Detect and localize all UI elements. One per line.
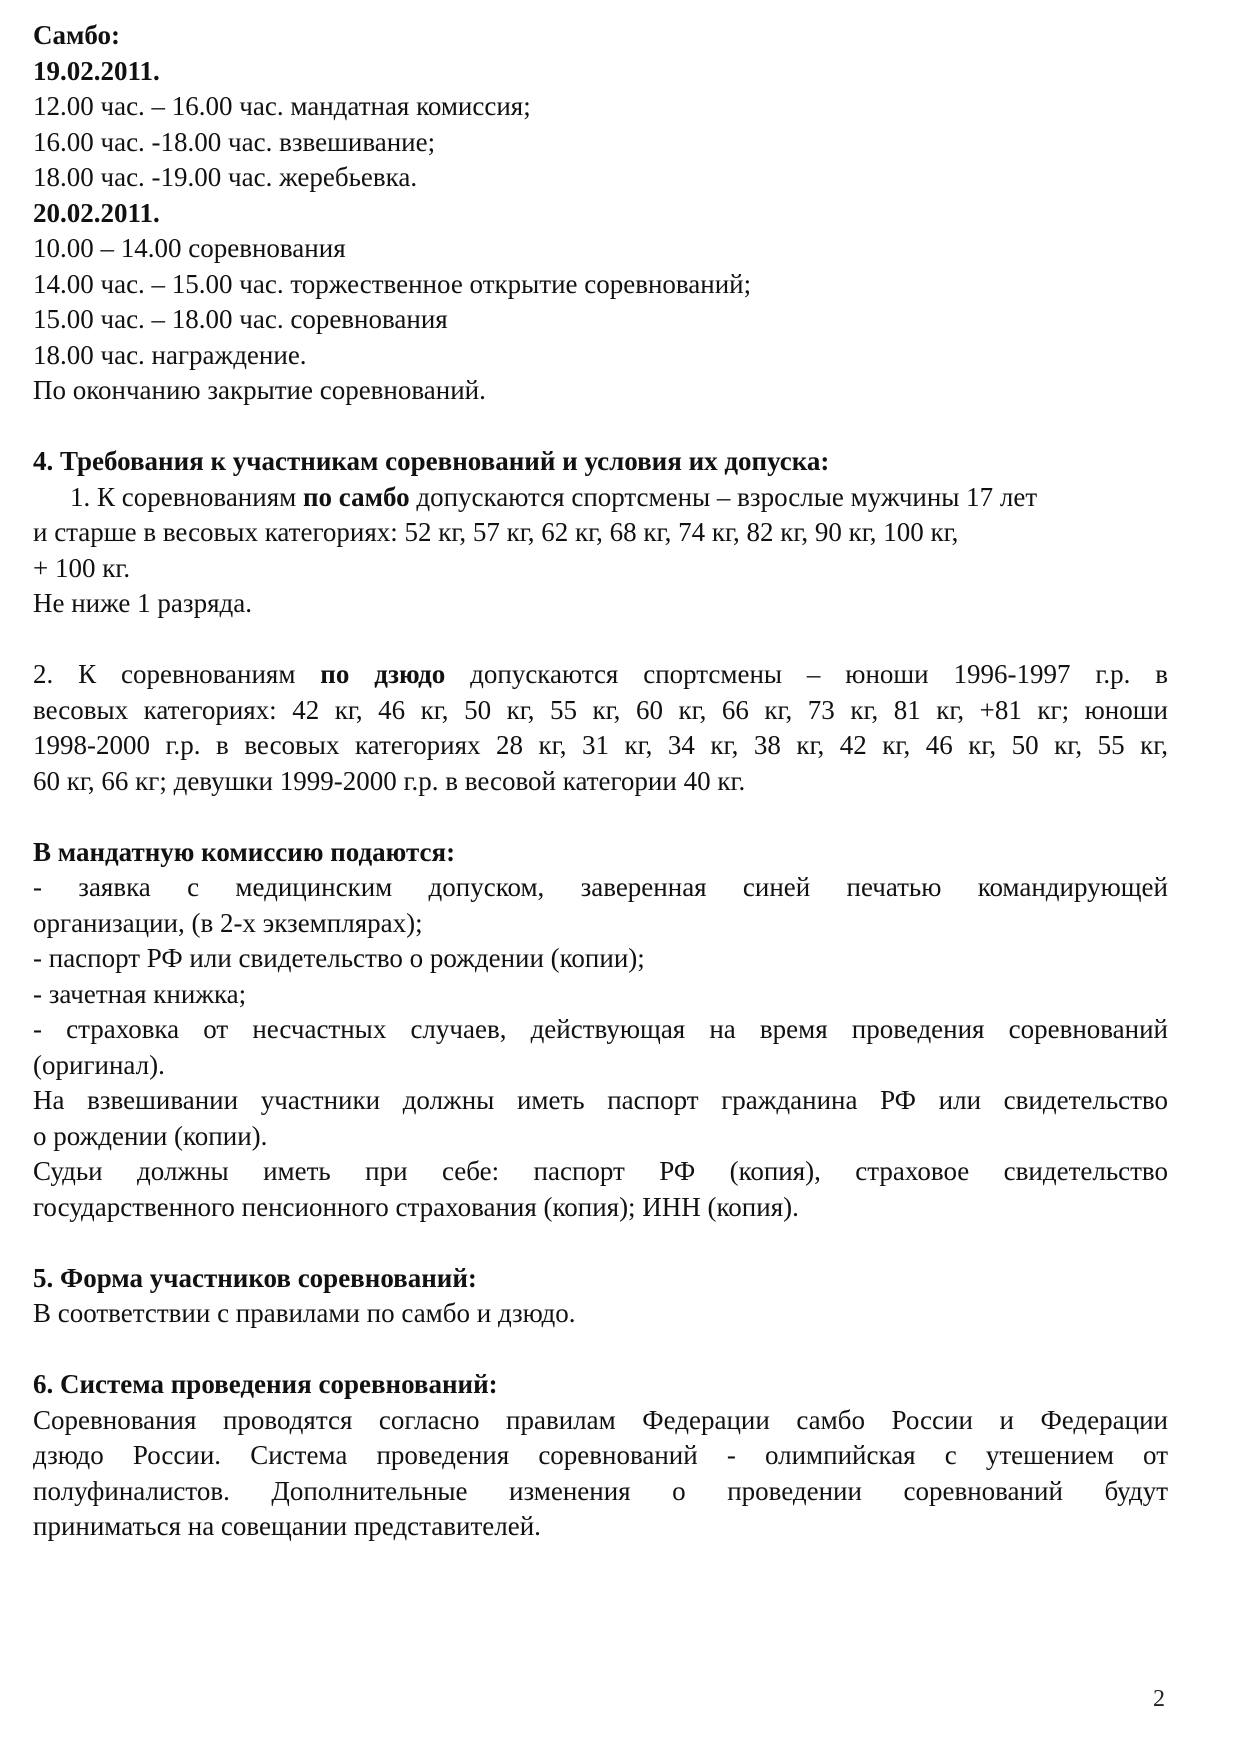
schedule-line: 18.00 час. -19.00 час. жеребьевка. [33, 162, 418, 192]
spacer [33, 799, 1168, 835]
sambo-admission-pre: 1. К соревнованиям [70, 481, 303, 512]
schedule-line: По окончанию закрытие соревнований. [33, 375, 486, 405]
sambo-bold: по самбо [302, 481, 410, 512]
sambo-weights-line-2: + 100 кг. [33, 552, 131, 583]
mandate-line: - паспорт РФ или свидетельство о рождении (копии); [33, 943, 645, 973]
section-4-heading: 4. Требования к участникам соревнований и условия их допуска: [33, 446, 830, 476]
schedule-line: 16.00 час. -18.00 час. взвешивание; [33, 126, 436, 157]
schedule-line: 18.00 час. награждение. [33, 339, 307, 370]
judo-weights-line: 1998-2000 г.р. в весовых категориях 28 кг, 31 кг, 34 кг, 38 кг, 42 кг, 46 кг, 50 кг, 55 кг, [33, 730, 1168, 760]
sambo-weights-line: и старше в весовых категориях: 52 кг, 57 кг, 62 кг, 68 кг, 74 кг, 82 кг, 90 кг, 100 кг, [33, 517, 959, 547]
sambo-heading: Самбо: [33, 20, 121, 50]
judo-weights-line: весовых категориях: 42 кг, 46 кг, 50 кг, 55 кг, 60 кг, 66 кг, 73 кг, 81 кг, +81 кг; юноши [33, 694, 1168, 725]
spacer [33, 622, 1168, 658]
section-5-heading: 5. Форма участников соревнований: [33, 1262, 477, 1293]
mandate-line: государственного пенсионного страхования (копия); ИНН (копия). [33, 1191, 799, 1222]
mandate-line: - страховка от несчастных случаев, действующая на время проведения соревнований [33, 1014, 1168, 1044]
sambo-admission-line [33, 480, 1168, 516]
schedule-line: 15.00 час. – 18.00 час. соревнования [33, 304, 448, 334]
judo-admission-pre: 2. К соревнованиям [33, 659, 321, 689]
mandate-line: - заявка с медицинским допуском, заверенная синей печатью командирующей [33, 872, 1168, 902]
document-page [33, 18, 1168, 1545]
section-5-text: В соответствии с правилами по самбо и дзюдо. [33, 1298, 576, 1328]
spacer [33, 1332, 1168, 1368]
section-6-line: полуфиналистов. Дополнительные изменения о проведении соревнований будут [33, 1475, 1168, 1506]
spacer [33, 409, 1168, 445]
mandate-line: На взвешивании участники должны иметь паспорт гражданина РФ или свидетельство [33, 1085, 1168, 1115]
mandate-heading: В мандатную комиссию подаются: [33, 836, 456, 867]
judo-weights-line: 60 кг, 66 кг; девушки 1999-2000 г.р. в весовой категории 40 кг. [33, 765, 746, 796]
sambo-admission-post: допускаются спортсмены – взрослые мужчины 17 лет [409, 481, 1038, 512]
section-6-line: приниматься на совещании представителей. [33, 1511, 541, 1541]
date-heading-2: 20.02.2011. [33, 197, 160, 228]
mandate-line: Судьи должны иметь при себе: паспорт РФ (копия), страховое свидетельство [33, 1156, 1168, 1186]
schedule-line: 12.00 час. – 16.00 час. мандатная комиссия; [33, 91, 531, 121]
schedule-line: 14.00 час. – 15.00 час. торжественное открытие соревнований; [33, 268, 752, 299]
sambo-rank-line: Не ниже 1 разряда. [33, 588, 252, 618]
section-6-heading: 6. Система проведения соревнований: [33, 1369, 498, 1399]
section-6-line: Соревнования проводятся согласно правилам Федерации самбо России и Федерации [33, 1404, 1168, 1435]
mandate-line: (оригинал). [33, 1049, 165, 1080]
spacer [33, 1225, 1168, 1261]
judo-bold: по дзюдо [320, 659, 446, 689]
judo-admission-line [33, 657, 1168, 693]
page-number: 2 [1153, 1686, 1165, 1712]
judo-admission-post: допускаются спортсмены – юноши 1996-1997 г.р. в [445, 659, 1168, 689]
date-heading-1: 19.02.2011. [33, 55, 160, 86]
mandate-line: о рождении (копии). [33, 1120, 268, 1151]
schedule-line: 10.00 – 14.00 соревнования [33, 233, 346, 263]
mandate-line: - зачетная книжка; [33, 978, 247, 1009]
section-6-line: дзюдо России. Система проведения соревнований - олимпийская с утешением от [33, 1440, 1168, 1470]
mandate-line: организации, (в 2-х экземплярах); [33, 907, 423, 938]
